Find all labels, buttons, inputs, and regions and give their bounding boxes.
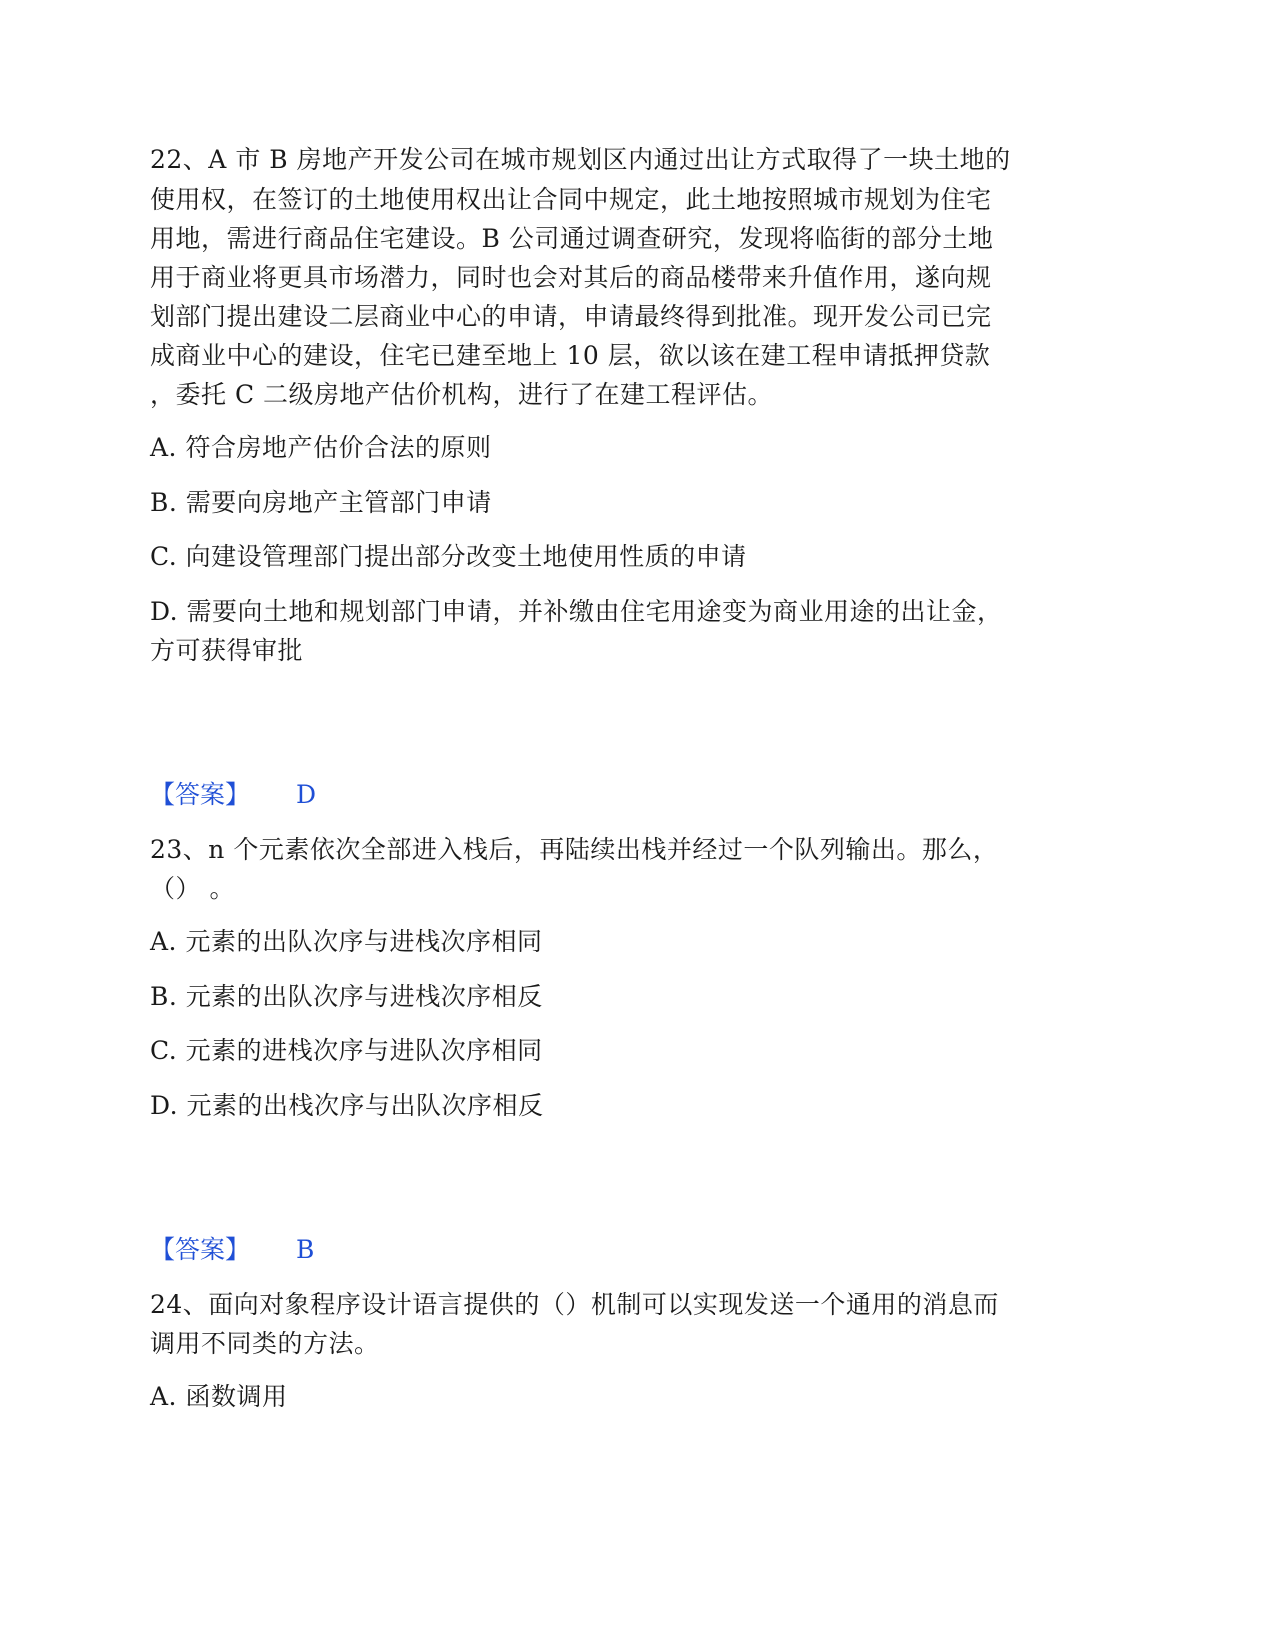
q23-answer	[150, 1230, 314, 1270]
q24-option-a: A. 函数调用	[150, 1382, 288, 1411]
answer-letter: B	[296, 1235, 315, 1264]
q23-option-d: D. 元素的出栈次序与出队次序相反	[150, 1091, 544, 1120]
q22-stem-line-3: 用地，需进行商品住宅建设。B 公司通过调查研究，发现将临街的部分土地	[150, 224, 994, 253]
q22-option-d-line-2: 方可获得审批	[150, 636, 304, 665]
q22-stem-line-6: 成商业中心的建设，住宅已建至地上 10 层，欲以该在建工程申请抵押贷款	[150, 341, 991, 370]
q24-stem-line-2: 调用不同类的方法。	[150, 1329, 380, 1358]
q22-stem-line-1: 22、A 市 B 房地产开发公司在城市规划区内通过出让方式取得了一块土地的	[150, 145, 1011, 174]
q23-option-a: A. 元素的出队次序与进栈次序相同	[150, 927, 543, 956]
q22-option-b: B. 需要向房地产主管部门申请	[150, 488, 492, 517]
answer-label: 【答案】	[150, 780, 251, 809]
q24-stem-line-1: 24、面向对象程序设计语言提供的（）机制可以实现发送一个通用的消息而	[150, 1290, 999, 1319]
q23-option-b: B. 元素的出队次序与进栈次序相反	[150, 982, 543, 1011]
q22-stem-line-5: 划部门提出建设二层商业中心的申请，申请最终得到批准。现开发公司已完	[150, 302, 992, 331]
q22-option-d-line-1: D. 需要向土地和规划部门申请，并补缴由住宅用途变为商业用途的出让金，	[150, 597, 1003, 626]
q22-stem-line-7: ，委托 C 二级房地产估价机构，进行了在建工程评估。	[150, 380, 774, 409]
answer-label: 【答案】	[150, 1235, 251, 1264]
answer-letter: D	[296, 780, 317, 809]
q22-option-a: A. 符合房地产估价合法的原则	[150, 433, 492, 462]
q23-option-c: C. 元素的进栈次序与进队次序相同	[150, 1036, 543, 1065]
q22-stem-line-4: 用于商业将更具市场潜力，同时也会对其后的商品楼带来升值作用，遂向规	[150, 263, 992, 292]
q22-option-c: C. 向建设管理部门提出部分改变土地使用性质的申请	[150, 542, 747, 571]
q22-stem-line-2: 使用权，在签订的土地使用权出让合同中规定，此土地按照城市规划为住宅	[150, 185, 992, 214]
q23-stem-line-1: 23、n 个元素依次全部进入栈后，再陆续出栈并经过一个队列输出。那么，	[150, 835, 999, 864]
q23-stem-line-2: （） 。	[150, 874, 235, 903]
q22-answer	[150, 775, 316, 815]
